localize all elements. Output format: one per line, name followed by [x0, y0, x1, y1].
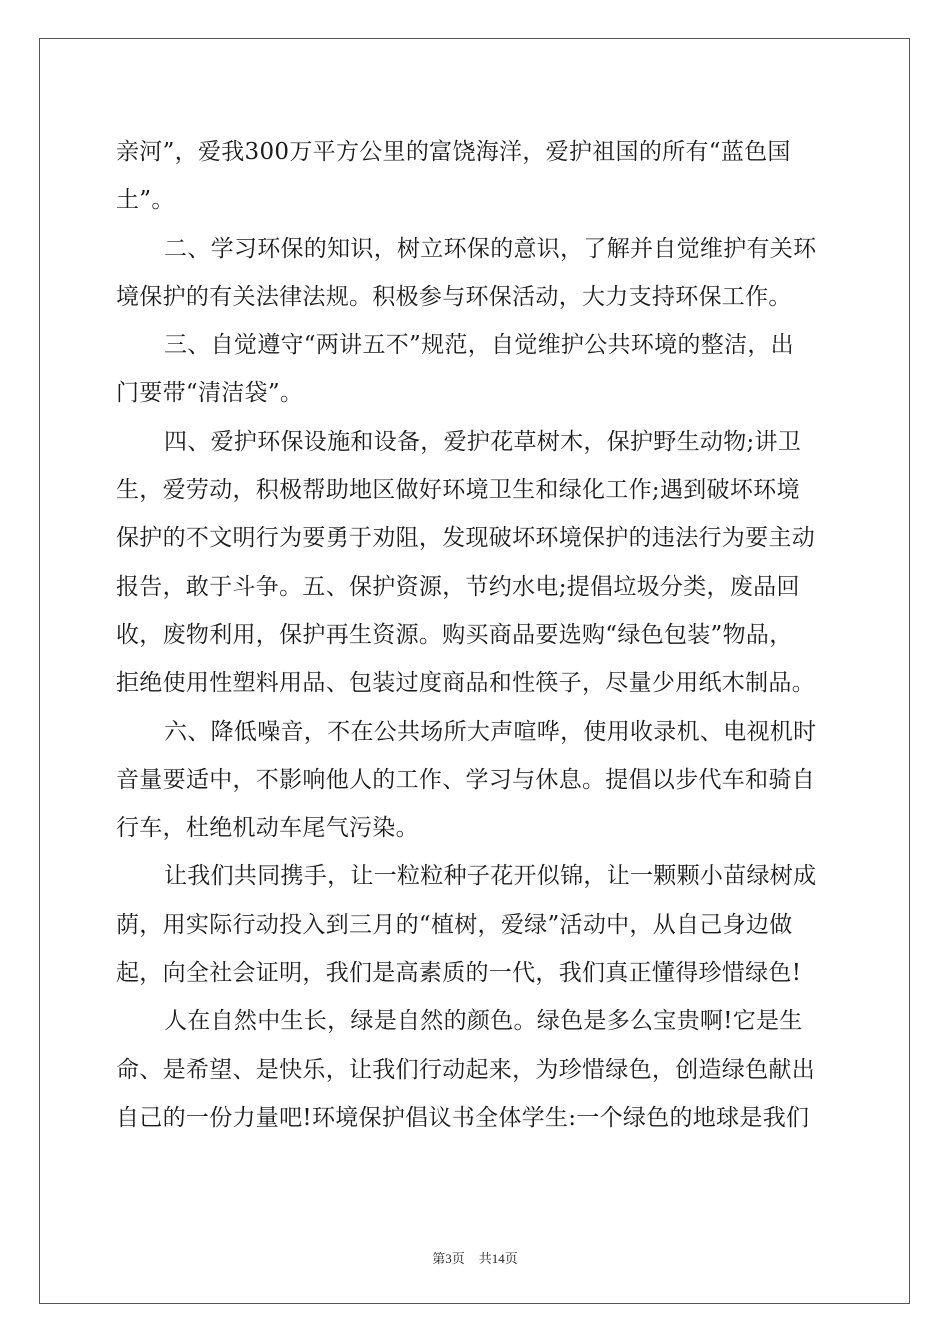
document-body — [116, 128, 836, 1142]
page-number: 第3页 — [432, 1251, 465, 1266]
text-line: 亲河”，爱我300万平方公里的富饶海洋，爱护祖国的所有“蓝色国 — [116, 139, 791, 165]
text-line: 音量要适中，不影响他人的工作、学习与休息。提倡以步代车和骑自 — [116, 766, 815, 793]
text-line: 三、自觉遵守“两讲五不”规范，自觉维护公共环境的整洁，出 — [164, 332, 794, 359]
text-line: 人在自然中生长，绿是自然的颜色。绿色是多么宝贵啊!它是生 — [164, 1008, 803, 1035]
text-line: 土”。 — [116, 187, 175, 214]
text-line: 命、是希望、是快乐，让我们行动起来，为珍惜绿色，创造绿色献出 — [116, 1056, 815, 1083]
text-line: 报告，敢于斗争。五、保护资源，节约水电;提倡垃圾分类，废品回 — [116, 573, 800, 600]
text-line: 生，爱劳动，积极帮助地区做好环境卫生和绿化工作;遇到破坏环境 — [116, 477, 800, 504]
text-line: 保护的不文明行为要勇于劝阻，发现破坏环境保护的违法行为要主动 — [116, 525, 815, 552]
text-line: 起，向全社会证明，我们是高素质的一代，我们真正懂得珍惜绿色! — [116, 960, 802, 987]
text-line: 让我们共同携手，让一粒粒种子花开似锦，让一颗颗小苗绿树成 — [164, 863, 817, 890]
text-line: 自己的一份力量吧!环境保护倡议书全体学生:一个绿色的地球是我们 — [116, 1104, 810, 1131]
page-total: 共14页 — [478, 1251, 518, 1266]
page-footer — [0, 1248, 950, 1267]
text-line: 拒绝使用性塑料用品、包装过度商品和性筷子，尽量少用纸木制品。 — [116, 670, 815, 697]
text-line: 六、降低噪音，不在公共场所大声喧哗，使用收录机、电视机时 — [164, 718, 817, 745]
text-line: 收，废物利用，保护再生资源。购买商品要选购“绿色包装”物品， — [116, 621, 793, 648]
text-line: 门要带“清洁袋”。 — [116, 380, 304, 407]
text-line: 二、学习环保的知识，树立环保的意识，了解并自觉维护有关环 — [164, 235, 817, 262]
text-line: 四、爱护环保设施和设备，爱护花草树木，保护野生动物;讲卫 — [164, 428, 802, 455]
text-line: 境保护的有关法律法规。积极参与环保活动，大力支持环保工作。 — [116, 283, 792, 310]
text-line: 荫，用实际行动投入到三月的“植树，爱绿”活动中，从自己身边做 — [116, 911, 793, 938]
text-line: 行车，杜绝机动车尾气污染。 — [116, 815, 419, 842]
